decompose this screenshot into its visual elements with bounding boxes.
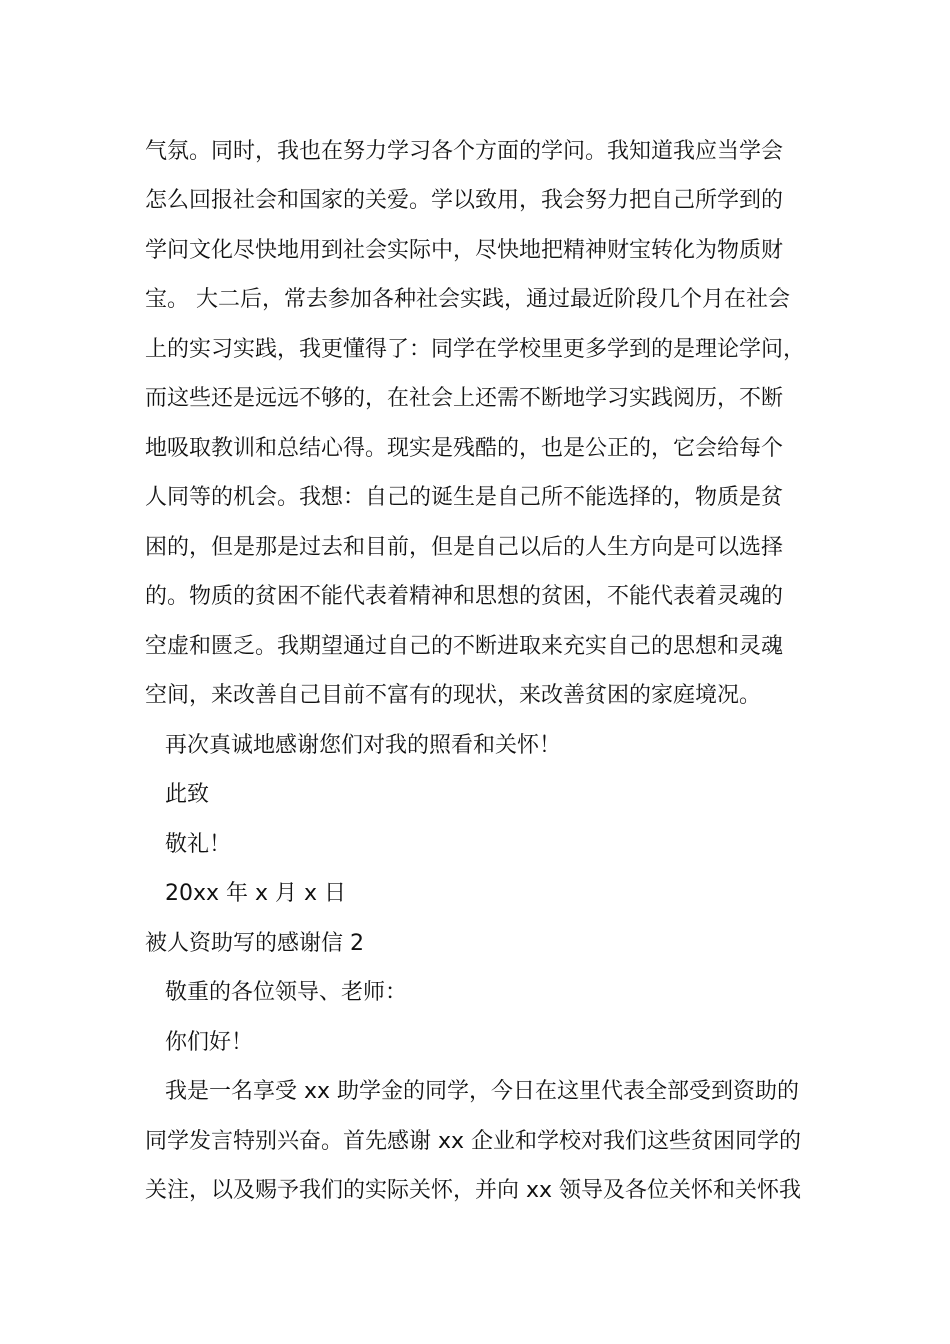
paragraph-line: 困的，但是那是过去和目前，但是自己以后的人生方向是可以选择: [145, 535, 784, 560]
letter-address: 敬重的各位领导、老师：: [165, 980, 408, 1005]
paragraph-line: 上的实习实践，我更懂得了：同学在学校里更多学到的是理论学问，: [145, 337, 806, 362]
salutation-line: 此致: [165, 782, 210, 807]
letter-heading: 被人资助写的感谢信 2: [145, 931, 364, 956]
paragraph-line: 而这些还是远远不够的，在社会上还需不断地学习实践阅历，不断: [145, 386, 784, 411]
date-line: 20xx 年 x 月 x 日: [165, 881, 347, 906]
paragraph-line: 怎么回报社会和国家的关爱。学以致用，我会努力把自己所学到的: [145, 188, 784, 213]
paragraph-line: 我是一名享受 xx 助学金的同学，今日在这里代表全部受到资助的: [165, 1079, 800, 1104]
paragraph-line: 地吸取教训和总结心得。现实是残酷的，也是公正的，它会给每个: [145, 436, 784, 461]
paragraph-line: 同学发言特别兴奋。首先感谢 xx 企业和学校对我们这些贫困同学的: [145, 1129, 802, 1154]
paragraph-line: 空虚和匮乏。我期望通过自己的不断进取来充实自己的思想和灵魂: [145, 634, 784, 659]
paragraph-line: 空间，来改善自己目前不富有的现状，来改善贫困的家庭境况。: [145, 683, 762, 708]
paragraph-line: 的。物质的贫困不能代表着精神和思想的贫困，不能代表着灵魂的: [145, 584, 784, 609]
paragraph-line: 人同等的机会。我想：自己的诞生是自己所不能选择的，物质是贫: [145, 485, 784, 510]
paragraph-line: 关注，以及赐予我们的实际关怀，并向 xx 领导及各位关怀和关怀我: [145, 1178, 802, 1203]
paragraph-line: 宝。 大二后，常去参加各种社会实践，通过最近阶段几个月在社会: [145, 287, 790, 312]
regards-line: 敬礼！: [165, 832, 232, 857]
paragraph-line: 气氛。同时，我也在努力学习各个方面的学问。我知道我应当学会: [145, 139, 784, 164]
paragraph-line: 学问文化尽快地用到社会实际中，尽快地把精神财宝转化为物质财: [145, 238, 784, 263]
letter-greeting: 你们好！: [165, 1030, 254, 1055]
thanks-line: 再次真诚地感谢您们对我的照看和关怀！: [165, 733, 562, 758]
